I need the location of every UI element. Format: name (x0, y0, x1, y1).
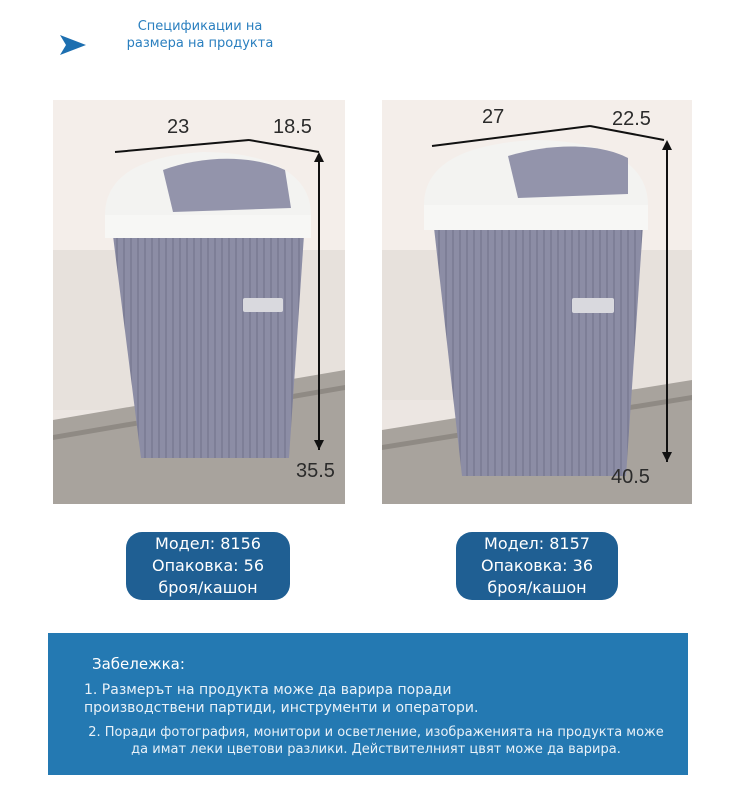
pack-quantity: Опаковка: 56 (151, 556, 265, 575)
product-photo-8156 (53, 100, 345, 504)
note-item: 1. Размерът на продукта може да варира поради производствени партиди, инструменти и оператори. (84, 682, 479, 716)
model-number: Модел: 8157 (484, 534, 590, 553)
model-info-badge (126, 532, 290, 600)
pack-unit: броя/кашон (487, 578, 587, 597)
pack-unit: броя/кашон (158, 578, 258, 597)
depth-label: 18.5 (273, 116, 312, 138)
notes-title: Забележка: (92, 655, 185, 673)
width-label: 27 (482, 106, 505, 128)
model-number: Модел: 8156 (155, 534, 261, 553)
depth-label: 22.5 (612, 108, 651, 130)
height-label: 35.5 (296, 460, 335, 482)
model-info-badge (456, 532, 618, 600)
section-header (58, 18, 298, 66)
play-arrow-icon (58, 33, 88, 57)
width-label: 23 (167, 116, 190, 138)
notes-panel (48, 633, 688, 775)
product-photo-8157 (382, 100, 692, 504)
pack-quantity: Опаковка: 36 (480, 556, 594, 575)
note-item: 2. Поради фотография, монитори и осветление, изображенията на продукта може да имат леки цветови разлики. Действителният цвят може да варира. (88, 725, 664, 757)
height-label: 40.5 (611, 466, 650, 488)
section-title: Спецификации на размера на продукта (126, 19, 274, 51)
